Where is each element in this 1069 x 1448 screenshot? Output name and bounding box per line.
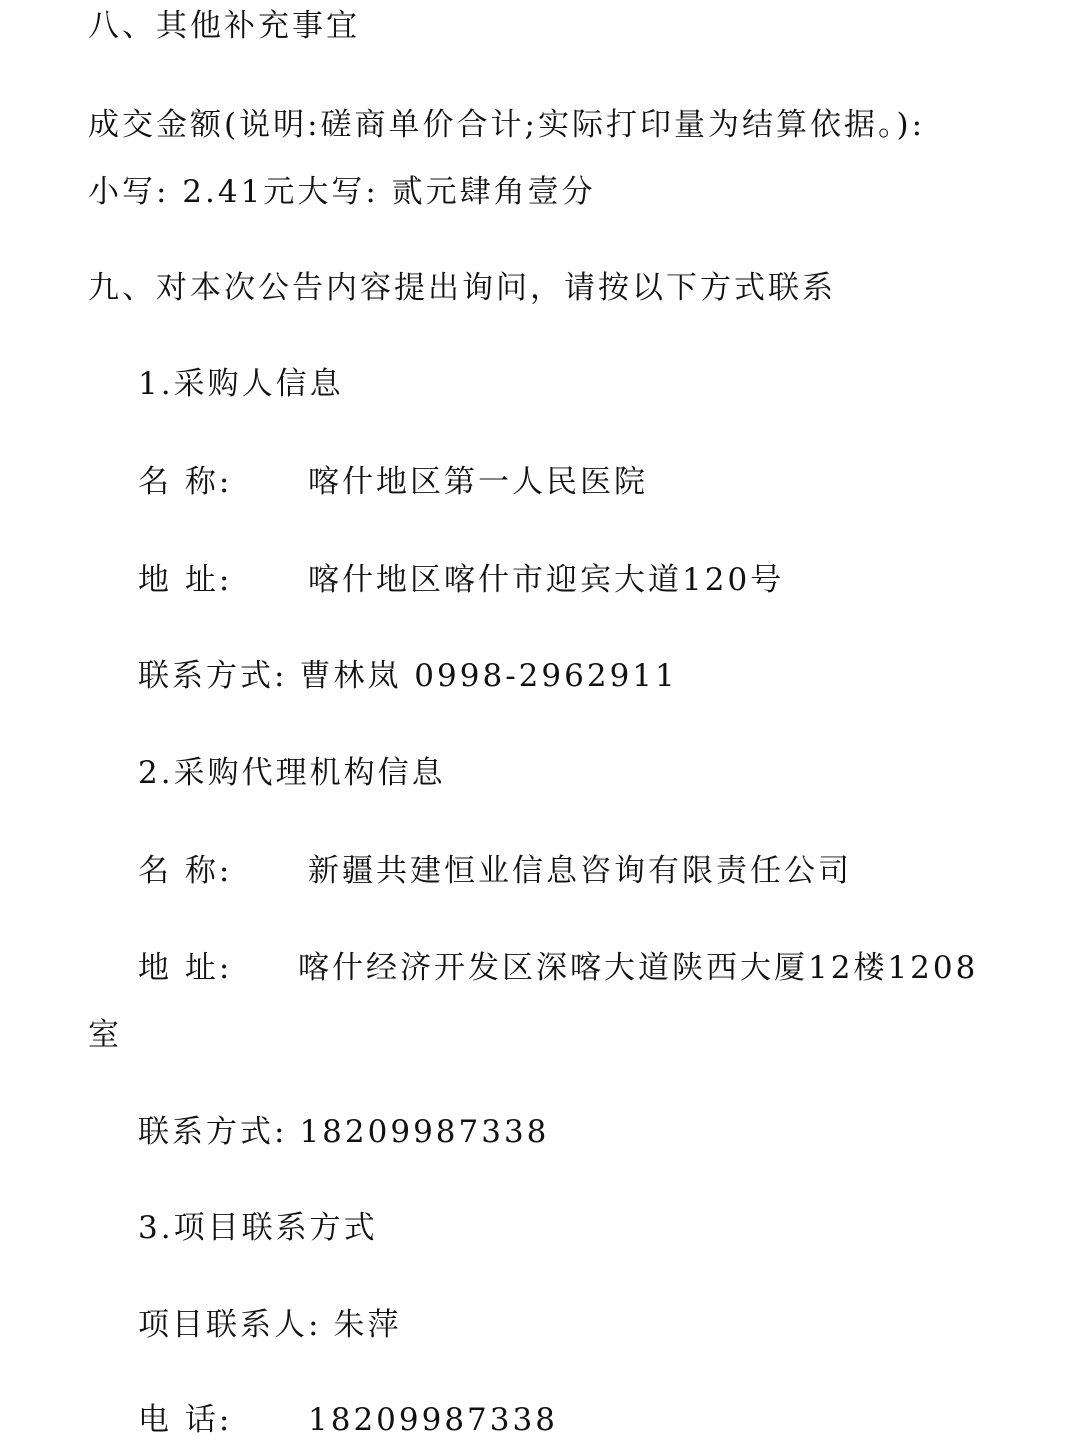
- agency-heading: 2.采购代理机构信息: [138, 755, 446, 791]
- project-person-row: [138, 1305, 401, 1345]
- purchaser-heading: 1.采购人信息: [138, 366, 344, 402]
- purchaser-address-label: 地 址:: [138, 562, 233, 598]
- agency-address-value: 喀什经济开发区深喀大道陕西大厦12楼1208: [298, 950, 979, 986]
- purchaser-contact-value: 曹林岚 0998-2962911: [299, 658, 678, 694]
- purchaser-name-row: [138, 462, 648, 502]
- agency-address-row: [138, 948, 978, 988]
- purchaser-address-value: 喀什地区喀什市迎宾大道120号: [308, 562, 785, 598]
- purchaser-contact-row: [138, 656, 678, 696]
- section-8-title: 八、其他补充事宜: [88, 8, 360, 44]
- agency-name-row: [138, 851, 852, 891]
- section-9-title: 九、对本次公告内容提出询问，请按以下方式联系: [88, 270, 836, 306]
- agency-contact-row: [138, 1112, 549, 1152]
- project-phone-row: [138, 1400, 558, 1440]
- purchaser-name-value: 喀什地区第一人民医院: [308, 464, 648, 500]
- project-phone-value: 18209987338: [308, 1402, 558, 1438]
- amount-description: 成交金额(说明:磋商单价合计;实际打印量为结算依据。):: [88, 107, 926, 143]
- project-person-label: 项目联系人:: [138, 1307, 322, 1343]
- agency-contact-label: 联系方式:: [138, 1114, 288, 1150]
- project-phone-label: 电 话:: [138, 1402, 233, 1438]
- agency-name-label: 名 称:: [138, 853, 233, 889]
- purchaser-name-label: 名 称:: [138, 464, 233, 500]
- project-heading: 3.项目联系方式: [138, 1210, 378, 1246]
- project-person-value: 朱萍: [333, 1307, 402, 1343]
- agency-name-value: 新疆共建恒业信息咨询有限责任公司: [308, 853, 852, 889]
- agency-contact-value: 18209987338: [299, 1114, 550, 1150]
- purchaser-address-row: [138, 560, 784, 600]
- agency-address-continued: 室: [88, 1017, 122, 1053]
- purchaser-contact-label: 联系方式:: [138, 658, 288, 694]
- agency-address-label: 地 址:: [138, 950, 233, 986]
- amount-values: 小写: 2.41元大写: 贰元肆角壹分: [88, 174, 596, 210]
